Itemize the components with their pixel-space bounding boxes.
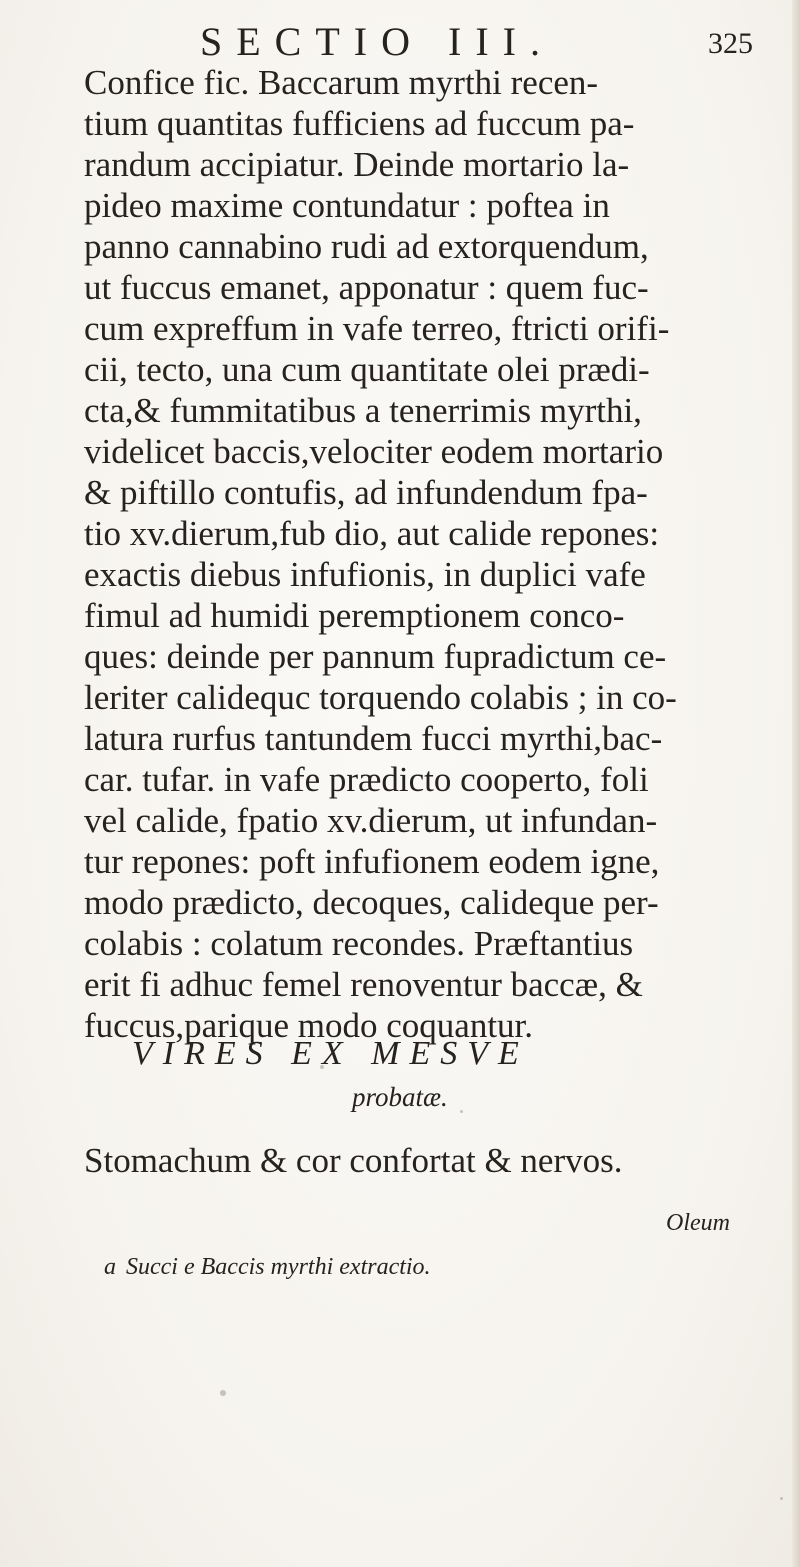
footnote [104,1252,431,1282]
text-line: & piftillo contufis, ad infundendum fpa- [84,473,648,512]
catchword: Oleum [666,1210,730,1236]
section-heading: VIRES EX MESVE [132,1035,529,1072]
text-line: ques: deinde per pannum fupradictum ce- [84,637,667,676]
text-line: leriter calidequc torquendo colabis ; in co- [84,678,677,717]
text-line: panno cannabino rudi ad extorquendum, [84,227,649,266]
page-edge [792,0,800,1567]
text-line: randum accipiatur. Deinde mortario la- [84,145,630,184]
footnote-marker: a [104,1254,116,1280]
text-line: car. tufar. in vafe prædicto cooperto, foli [84,760,649,799]
text-line: tio xv.dierum,fub dio, aut calide repones: [84,514,660,553]
text-line: colabis : colatum recondes. Præftantius [84,924,634,963]
page-number: 325 [708,27,753,60]
text-line: latura rurfus tantundem fucci myrthi,bac- [84,719,663,758]
text-line: cta,& fummitatibus a tenerrimis myrthi, [84,391,642,430]
text-line: cum expreffum in vafe terreo, ftricti orifi- [84,309,670,348]
footnote-text: Succi e Baccis myrthi extractio. [126,1254,431,1280]
section-subheading: probatæ. [352,1082,448,1112]
running-head: SECTIO III. [200,19,554,64]
ink-speck [220,1390,226,1396]
ink-speck [780,1497,783,1500]
text-line: erit fi adhuc femel renoventur baccæ, & [84,965,643,1004]
text-line: pideo maxime contundatur : poftea in [84,186,610,225]
text-line: tium quantitas fufficiens ad fuccum pa- [84,104,635,143]
text-line: Confice fic. Baccarum myrthi recen- [84,63,599,102]
text-line: videlicet baccis,velociter eodem mortario [84,432,664,471]
ink-speck [320,1065,324,1069]
body-text [84,62,744,1046]
ink-speck [460,1110,463,1113]
text-line: vel calide, fpatio xv.dierum, ut infundan- [84,801,658,840]
text-line: fimul ad humidi peremptionem conco- [84,596,625,635]
text-line: ut fuccus emanet, apponatur : quem fuc- [84,268,649,307]
text-line: exactis diebus infufionis, in duplici vafe [84,555,646,594]
virtue-statement: Stomachum & cor confortat & nervos. [84,1141,623,1180]
text-line: cii, tecto, una cum quantitate olei prædi- [84,350,650,389]
text-line: modo prædicto, decoques, calideque per- [84,883,659,922]
page-header [0,18,800,66]
text-line: fuccus,parique modo coquantur. [84,1006,534,1045]
text-line: tur repones: poft infufionem eodem igne, [84,842,660,881]
